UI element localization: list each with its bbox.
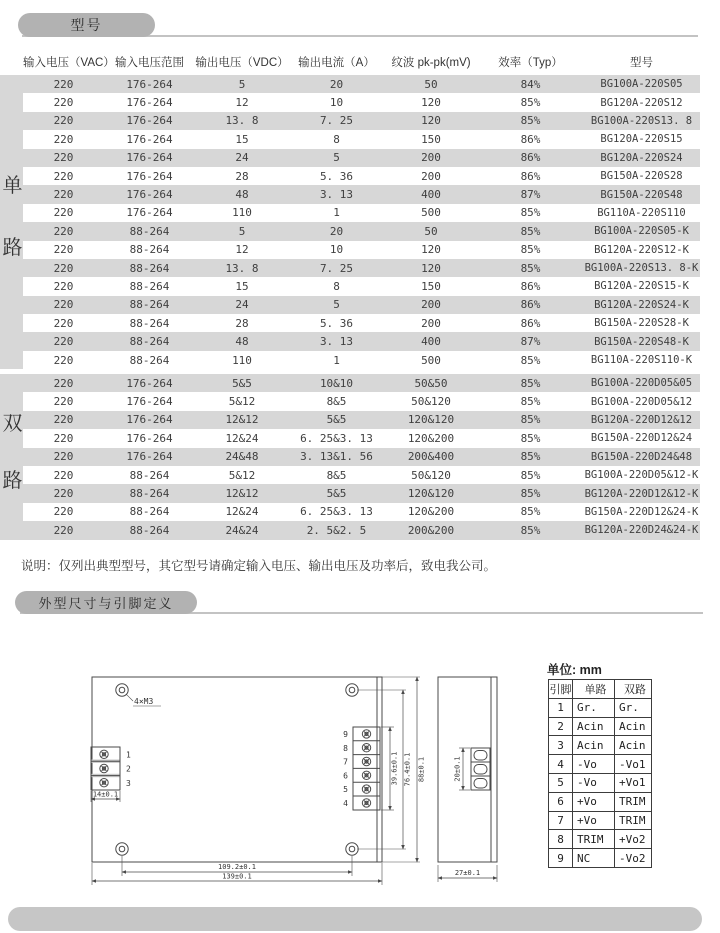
section-title-model <box>18 13 155 37</box>
pin-table-cell: Gr. <box>573 698 615 717</box>
pin-table-cell: 4 <box>549 755 573 774</box>
table-cell: 48 <box>235 188 249 202</box>
table-cell: 86% <box>520 298 541 312</box>
table-cell: 85% <box>520 505 541 519</box>
table-cell: 400 <box>421 335 441 349</box>
table-row <box>23 185 700 203</box>
table-cell: BG100A-220S13. 8 <box>590 114 693 127</box>
outline-drawing <box>0 650 540 910</box>
table-cell: 86% <box>520 169 541 183</box>
table-cell: BG120A-220D12&12 <box>590 413 693 426</box>
section-title-outline <box>15 591 197 614</box>
table-cell: 8 <box>333 132 340 146</box>
table-cell: 85% <box>520 450 541 464</box>
table-cell: 5&5 <box>232 376 252 390</box>
table-cell: 87% <box>520 188 541 202</box>
pin-number: 4 <box>343 799 348 808</box>
table-row <box>23 259 700 277</box>
table-cell: 220 <box>53 450 74 464</box>
table-cell: BG110A-220S110 <box>597 206 686 219</box>
table-row <box>23 448 700 466</box>
pin-table-cell: 9 <box>549 849 573 868</box>
pin-number: 5 <box>343 785 348 795</box>
table-cell: 220 <box>53 505 74 519</box>
pin-table-cell: +Vo1 <box>615 773 652 792</box>
table-cell: 176-264 <box>126 188 173 202</box>
table-row <box>23 112 700 130</box>
terminal-screw <box>362 730 370 738</box>
table-cell: 1 <box>333 206 340 220</box>
column-header: 型号 <box>630 56 653 69</box>
pin-table-cell: 3 <box>549 736 573 755</box>
pin-number: 3 <box>126 778 131 788</box>
section-title-outline-label: 外型尺寸与引脚定义 <box>38 596 174 611</box>
pin-table-cell: -Vo <box>573 773 615 792</box>
table-cell: 220 <box>53 376 74 390</box>
column-header: 输出电流（A） <box>298 56 375 69</box>
table-cell: 220 <box>53 132 74 146</box>
leader-line <box>126 694 133 701</box>
mounting-hole <box>116 843 128 855</box>
table-cell: 400 <box>421 188 441 202</box>
column-header: 输入电压（VAC） <box>23 56 115 69</box>
table-cell: 24 <box>235 151 249 165</box>
table-cell: 200&400 <box>407 450 455 464</box>
table-cell: BG150A-220S48 <box>600 188 683 201</box>
pin-table-cell: -Vo1 <box>615 755 652 774</box>
dual-output-group-band <box>0 374 23 540</box>
table-cell: 200 <box>421 316 441 330</box>
table-cell: 12&24 <box>225 431 259 445</box>
table-row <box>23 241 700 259</box>
table-cell: 220 <box>53 169 74 183</box>
table-cell: 50 <box>424 77 438 91</box>
table-cell: 88-264 <box>129 335 170 349</box>
table-cell: 88-264 <box>129 279 170 293</box>
group-label-dual-1: 双 <box>2 413 23 435</box>
table-cell: 3. 13&1. 56 <box>300 450 373 464</box>
table-cell: 220 <box>53 353 74 367</box>
table-cell: 5. 36 <box>319 169 354 183</box>
table-cell: BG100A-220D05&12-K <box>584 469 699 482</box>
table-cell: 176-264 <box>126 169 173 183</box>
table-cell: 220 <box>53 261 74 275</box>
terminal-screw <box>362 785 370 793</box>
group-label-single-2: 路 <box>2 237 23 259</box>
table-cell: BG100A-220S05 <box>600 78 683 91</box>
pin-table-cell: 8 <box>549 830 573 849</box>
pin-table-cell: NC <box>573 849 615 868</box>
table-cell: BG120A-220S24 <box>600 151 683 164</box>
column-header: 输入电压范围 <box>115 56 184 69</box>
table-cell: 220 <box>53 413 74 427</box>
table-cell: 120&200 <box>407 505 455 519</box>
table-cell: 12 <box>235 243 249 257</box>
table-cell: 220 <box>53 188 74 202</box>
pin-definition-table <box>548 679 652 868</box>
pin-table-header-row <box>549 680 652 699</box>
pin-table-row <box>549 717 652 736</box>
table-cell: BG100A-220D05&12 <box>590 395 693 408</box>
table-cell: 12&12 <box>225 413 259 427</box>
table-cell: 220 <box>53 96 74 110</box>
table-row <box>23 296 700 314</box>
table-row <box>23 93 700 111</box>
table-cell: 120 <box>421 96 441 110</box>
table-cell: 85% <box>520 376 541 390</box>
table-cell: 85% <box>520 413 541 427</box>
table-cell: 13. 8 <box>225 114 259 128</box>
pin-number: 2 <box>126 764 131 774</box>
table-cell: 88-264 <box>129 505 170 519</box>
table-cell: 5&5 <box>326 487 347 501</box>
table-cell: 5 <box>238 224 246 238</box>
terminal-screw <box>100 764 108 772</box>
column-header: 纹波 pk-pk(mV) <box>391 56 471 69</box>
table-cell: 50&120 <box>411 468 451 482</box>
side-view-board <box>438 677 497 862</box>
table-cell: 220 <box>53 523 74 537</box>
column-header: 输出电压（VDC） <box>195 56 289 69</box>
table-cell: 110 <box>232 353 252 367</box>
table-cell: 12&24 <box>225 505 259 519</box>
table-cell: 13. 8 <box>225 261 259 275</box>
table-cell: 5. 36 <box>319 316 354 330</box>
table-cell: BG120A-220D24&24-K <box>584 524 699 537</box>
terminal-screw <box>362 771 370 779</box>
table-cell: 86% <box>520 132 541 146</box>
pin-number: 9 <box>343 730 348 739</box>
table-row <box>23 429 700 447</box>
table-row <box>23 503 700 521</box>
table-cell: 15 <box>235 132 249 146</box>
table-cell: BG150A-220D24&48 <box>590 450 693 463</box>
pin-table-cell: TRIM <box>615 811 652 830</box>
table-row <box>23 374 700 392</box>
table-cell: BG150A-220S28-K <box>594 317 689 330</box>
table-row <box>23 167 700 185</box>
table-cell: 220 <box>53 77 74 91</box>
table-cell: 176-264 <box>126 450 173 464</box>
table-cell: 87% <box>520 335 541 349</box>
pin-table-row <box>549 849 652 868</box>
table-cell: 6. 25&3. 13 <box>300 505 373 519</box>
table-cell: 3. 13 <box>319 188 354 202</box>
table-cell: 85% <box>520 468 541 482</box>
table-cell: 176-264 <box>126 132 173 146</box>
table-cell: 500 <box>421 353 441 367</box>
table-cell: BG150A-220S28 <box>600 170 683 183</box>
pin-table-cell: -Vo2 <box>615 849 652 868</box>
pin-table-cell: 7 <box>549 811 573 830</box>
table-cell: 88-264 <box>129 487 170 501</box>
table-cell: 200 <box>421 169 441 183</box>
dim-board-height: 88±0.1 <box>417 756 426 783</box>
table-cell: BG110A-220S110-K <box>590 354 693 367</box>
table-cell: 50&120 <box>411 395 451 409</box>
table-cell: 220 <box>53 243 74 257</box>
table-cell: BG120A-220S12-K <box>594 243 689 256</box>
footer-bar <box>8 907 702 931</box>
table-cell: BG120A-220S15-K <box>594 280 689 293</box>
table-cell: 220 <box>53 151 74 165</box>
table-cell: 120&200 <box>407 431 455 445</box>
table-cell: 7. 25 <box>319 261 354 275</box>
model-table-header <box>0 48 700 75</box>
hole-count-label: 4×M3 <box>134 697 154 706</box>
table-cell: 120 <box>421 243 441 257</box>
table-cell: 3. 13 <box>319 335 354 349</box>
pin-number: 6 <box>343 771 348 781</box>
pin-table-cell: Gr. <box>615 698 652 717</box>
table-cell: 176-264 <box>126 206 173 220</box>
table-cell: 220 <box>53 224 74 238</box>
table-cell: 5 <box>333 298 340 312</box>
pin-table-cell: -Vo <box>573 755 615 774</box>
pin-table-cell: 5 <box>549 773 573 792</box>
table-cell: 86% <box>520 316 541 330</box>
pin-number: 1 <box>126 750 131 760</box>
pin-table-header: 单路 <box>573 680 615 699</box>
table-cell: 85% <box>520 96 541 110</box>
table-cell: 120 <box>421 114 441 128</box>
table-cell: 15 <box>235 279 249 293</box>
pin-table-cell: +Vo2 <box>615 830 652 849</box>
dim-board-width: 139±0.1 <box>222 872 252 881</box>
table-cell: 10 <box>329 243 344 257</box>
table-cell: 176-264 <box>126 413 173 427</box>
table-row <box>23 411 700 429</box>
dim-hole-span-vertical: 76.4±0.1 <box>403 752 412 787</box>
table-note: 说明：仅列出典型型号，其它型号请确定输入电压、输出电压及功率后，致电我公司。 <box>21 559 497 573</box>
pin-table-row <box>549 755 652 774</box>
table-cell: BG100A-220S13. 8-K <box>584 262 699 275</box>
table-cell: 88-264 <box>129 243 170 257</box>
table-cell: 50 <box>424 224 438 238</box>
table-cell: 12&12 <box>225 487 259 501</box>
table-cell: 5&5 <box>326 413 347 427</box>
table-cell: 85% <box>520 261 541 275</box>
pin-table-cell: Acin <box>615 717 652 736</box>
table-cell: 88-264 <box>129 298 170 312</box>
table-row <box>23 351 700 369</box>
terminal-screw <box>100 750 108 758</box>
table-cell: 10&10 <box>319 376 354 390</box>
pin-table-cell: TRIM <box>615 792 652 811</box>
table-cell: 84% <box>520 77 541 91</box>
pin-table-cell: Acin <box>573 717 615 736</box>
table-cell: 5&12 <box>228 468 256 482</box>
column-header: 效率（Typ） <box>498 56 563 69</box>
pin-table-cell: +Vo <box>573 811 615 830</box>
table-row <box>23 332 700 350</box>
table-cell: 50&50 <box>414 376 448 390</box>
table-cell: 88-264 <box>129 468 170 482</box>
dim-right-connector-height: 39.6±0.1 <box>390 751 399 786</box>
table-cell: 176-264 <box>126 96 173 110</box>
table-cell: 150 <box>421 132 441 146</box>
table-cell: 176-264 <box>126 151 173 165</box>
table-cell: 24 <box>235 298 249 312</box>
pin-table-row <box>549 811 652 830</box>
table-cell: 200 <box>421 298 441 312</box>
table-cell: 5 <box>238 77 246 91</box>
pin-table-header: 双路 <box>615 680 652 699</box>
table-cell: 150 <box>421 279 441 293</box>
table-cell: 220 <box>53 114 74 128</box>
unit-label: 单位: mm <box>547 663 602 677</box>
terminal-screw <box>362 757 370 765</box>
table-cell: 2. 5&2. 5 <box>306 523 367 537</box>
table-cell: BG120A-220S12 <box>600 96 683 109</box>
table-cell: BG100A-220D05&05 <box>590 377 693 390</box>
table-cell: BG150A-220D12&24 <box>590 432 693 445</box>
dim-side-connector-height: 20±0.1 <box>453 756 462 782</box>
table-cell: 120&120 <box>407 487 455 501</box>
table-row <box>23 222 700 240</box>
pin-table-cell: Acin <box>615 736 652 755</box>
pin-number: 8 <box>343 743 348 753</box>
mounting-hole <box>346 843 358 855</box>
dual-output-rows <box>23 374 700 540</box>
table-cell: BG120A-220S15 <box>600 133 683 146</box>
table-cell: 85% <box>520 395 541 409</box>
table-cell: 5&12 <box>228 395 256 409</box>
table-row <box>23 392 700 410</box>
mounting-hole <box>346 684 358 696</box>
table-cell: 500 <box>421 206 441 220</box>
pin-table-row <box>549 792 652 811</box>
table-cell: 110 <box>232 206 252 220</box>
input-terminal-block <box>91 747 131 790</box>
table-cell: 220 <box>53 335 74 349</box>
table-cell: 20 <box>329 224 344 238</box>
pin-table-header: 引脚 <box>549 680 573 699</box>
table-cell: 200&200 <box>407 523 455 537</box>
table-cell: 200 <box>421 151 441 165</box>
table-cell: 24&24 <box>225 523 259 537</box>
pin-table-row <box>549 736 652 755</box>
table-cell: 86% <box>520 279 541 293</box>
table-cell: 220 <box>53 316 74 330</box>
table-cell: 20 <box>329 77 344 91</box>
table-cell: 48 <box>235 335 249 349</box>
table-cell: BG100A-220S05-K <box>594 225 689 238</box>
table-cell: 88-264 <box>129 353 170 367</box>
table-cell: 85% <box>520 431 541 445</box>
group-label-dual-2: 路 <box>2 470 23 492</box>
table-cell: 86% <box>520 151 541 165</box>
pin-table-row <box>549 773 652 792</box>
pin-table-cell: 1 <box>549 698 573 717</box>
pin-number: 7 <box>343 757 348 767</box>
table-cell: 6. 25&3. 13 <box>300 431 373 445</box>
table-cell: 85% <box>520 487 541 501</box>
table-cell: 28 <box>235 316 249 330</box>
terminal-screw <box>100 779 108 787</box>
table-row <box>23 149 700 167</box>
table-cell: 220 <box>53 206 74 220</box>
terminal-screw <box>362 799 370 807</box>
table-row <box>23 75 700 93</box>
single-output-group-band <box>0 75 23 369</box>
table-cell: 176-264 <box>126 395 173 409</box>
table-cell: 12 <box>235 96 249 110</box>
pin-table-cell: 6 <box>549 792 573 811</box>
output-terminal-block <box>343 727 380 810</box>
table-cell: 10 <box>329 96 344 110</box>
table-cell: BG120A-220D12&12-K <box>584 487 699 500</box>
table-cell: 176-264 <box>126 376 173 390</box>
table-cell: 176-264 <box>126 431 173 445</box>
table-cell: 85% <box>520 114 541 128</box>
table-cell: 8&5 <box>326 468 347 482</box>
pin-table-row <box>549 698 652 717</box>
table-cell: BG120A-220S24-K <box>594 298 689 311</box>
table-row <box>23 314 700 332</box>
table-cell: 8&5 <box>326 395 347 409</box>
table-cell: 1 <box>333 353 340 367</box>
table-cell: 7. 25 <box>319 114 354 128</box>
terminal-screw <box>362 744 370 752</box>
pin-table-cell: Acin <box>573 736 615 755</box>
table-cell: 220 <box>53 298 74 312</box>
section-title-model-label: 型号 <box>70 17 103 33</box>
table-cell: 85% <box>520 224 541 238</box>
table-cell: 220 <box>53 431 74 445</box>
table-cell: 220 <box>53 279 74 293</box>
pin-table-cell: 2 <box>549 717 573 736</box>
table-cell: 8 <box>333 279 340 293</box>
table-cell: 220 <box>53 395 74 409</box>
table-row <box>23 466 700 484</box>
table-row <box>23 484 700 502</box>
table-cell: 220 <box>53 468 74 482</box>
table-cell: 24&48 <box>225 450 259 464</box>
pin-table-cell: TRIM <box>573 830 615 849</box>
pin-table-row <box>549 830 652 849</box>
single-output-rows <box>23 75 700 369</box>
table-cell: 220 <box>53 487 74 501</box>
pin-table-cell: +Vo <box>573 792 615 811</box>
group-label-single-1: 单 <box>2 175 23 197</box>
table-cell: BG150A-220D12&24-K <box>584 505 699 518</box>
table-row <box>23 204 700 222</box>
table-row <box>23 130 700 148</box>
table-cell: 88-264 <box>129 523 170 537</box>
table-cell: 120&120 <box>407 413 455 427</box>
dim-board-depth: 27±0.1 <box>454 869 481 877</box>
table-cell: 176-264 <box>126 114 173 128</box>
table-cell: 85% <box>520 243 541 257</box>
dim-hole-span-horizontal: 109.2±0.1 <box>218 863 256 871</box>
table-cell: 176-264 <box>126 77 173 91</box>
table-cell: 28 <box>235 169 249 183</box>
table-row <box>23 277 700 295</box>
table-cell: 85% <box>520 523 541 537</box>
table-row <box>23 521 700 539</box>
table-cell: 85% <box>520 206 541 220</box>
table-cell: 5 <box>333 151 340 165</box>
table-cell: 88-264 <box>129 316 170 330</box>
table-cell: BG150A-220S48-K <box>594 335 689 348</box>
dim-left-connector-width: 14±0.1 <box>92 790 119 799</box>
table-cell: 88-264 <box>129 224 170 238</box>
table-cell: 120 <box>421 261 441 275</box>
table-cell: 85% <box>520 353 541 367</box>
table-cell: 88-264 <box>129 261 170 275</box>
